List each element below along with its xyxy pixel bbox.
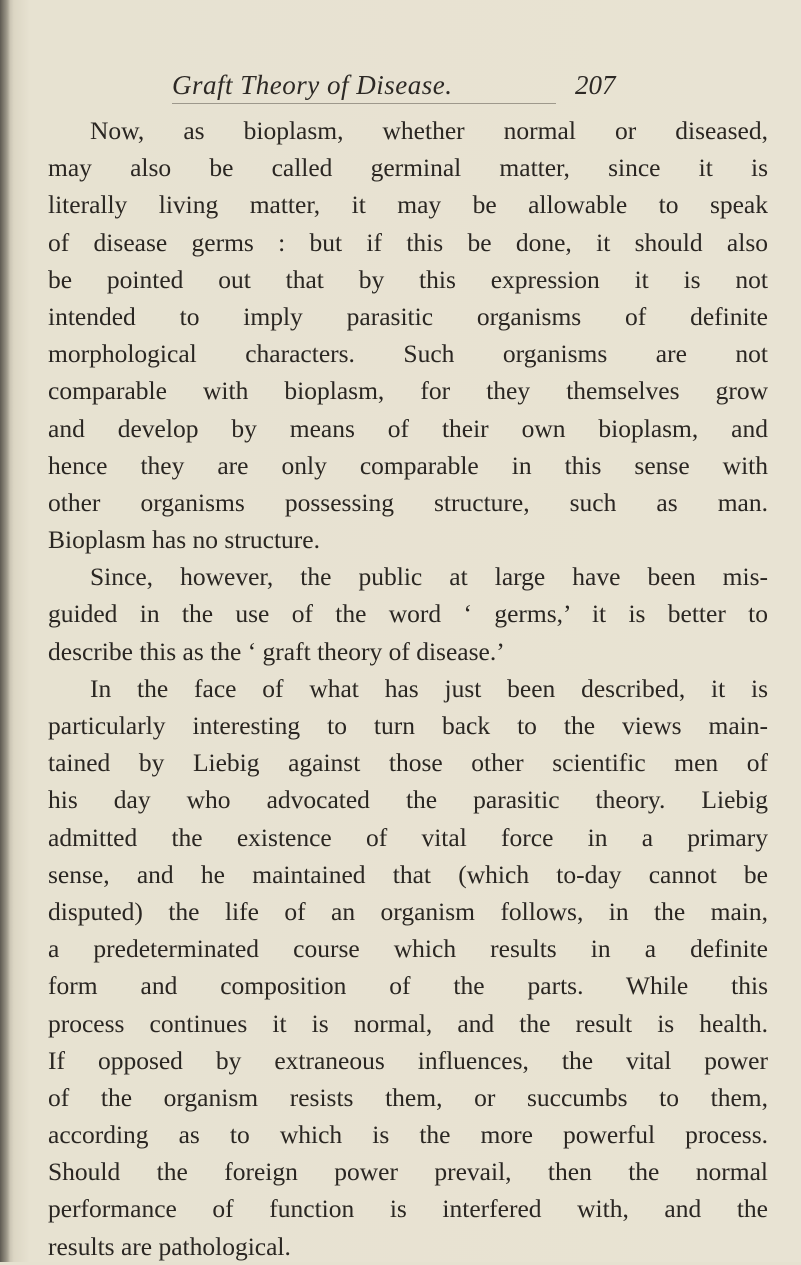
text-line: Since, however, the public at large have been mis- <box>90 562 768 592</box>
text-line: guided in the use of the word ‘ germs,’ it is better to <box>48 599 768 629</box>
text-line: according as to which is the more powerful process. <box>48 1120 768 1150</box>
text-line: of disease germs : but if this be done, it should also <box>48 227 768 257</box>
text-line: comparable with bioplasm, for they themselves grow <box>48 376 768 406</box>
text-line: his day who advocated the parasitic theory. Liebig <box>48 785 768 815</box>
text-line: Bioplasm has no structure. <box>48 525 320 555</box>
page-number: 207 <box>575 70 616 100</box>
text-line: and develop by means of their own bioplasm, and <box>48 413 768 443</box>
text-line: a predeterminated course which results in a definite <box>48 934 768 964</box>
text-line: Now, as bioplasm, whether normal or diseased, <box>90 116 768 145</box>
text-line: In the face of what has just been described, it is <box>90 673 768 703</box>
text-line: sense, and he maintained that (which to-day cannot be <box>48 859 768 889</box>
text-line: Should the foreign power prevail, then the normal <box>48 1157 768 1187</box>
text-line: performance of function is interfered with, and the <box>48 1194 768 1224</box>
text-line: literally living matter, it may be allowable to speak <box>48 190 768 220</box>
text-line: process continues it is normal, and the result is health. <box>48 1008 768 1038</box>
running-title: Graft Theory of Disease. <box>172 70 453 100</box>
text-line: intended to imply parasitic organisms of definite <box>48 301 768 331</box>
binding-gutter-shadow <box>0 0 10 1262</box>
text-line: of the organism resists them, or succumbs to them, <box>48 1082 768 1112</box>
text-line: admitted the existence of vital force in a primary <box>48 822 768 852</box>
text-line: disputed) the life of an organism follows, in the main, <box>48 896 768 926</box>
text-line: morphological characters. Such organisms are not <box>48 339 768 369</box>
text-line: hence they are only comparable in this sense with <box>48 450 768 480</box>
header-rule <box>172 103 556 104</box>
text-line: may also be called germinal matter, since it is <box>48 153 768 183</box>
text-line: tained by Liebig against those other scientific men of <box>48 748 768 778</box>
body-text <box>48 112 768 1265</box>
text-line: results are pathological. <box>48 1231 291 1261</box>
text-line: particularly interesting to turn back to the views main- <box>48 711 768 740</box>
text-line: If opposed by extraneous influences, the vital power <box>48 1045 768 1075</box>
text-line: be pointed out that by this expression it is not <box>48 264 768 294</box>
text-line: other organisms possessing structure, such as man. <box>48 487 768 517</box>
text-line: form and composition of the parts. While this <box>48 971 768 1001</box>
running-head <box>172 70 692 104</box>
text-line: describe this as the ‘ graft theory of disease.’ <box>48 636 505 666</box>
